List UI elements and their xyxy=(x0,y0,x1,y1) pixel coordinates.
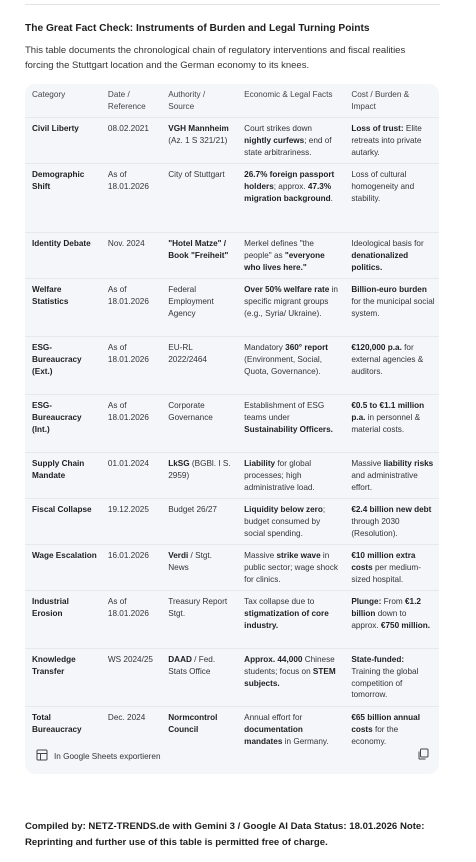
table-row xyxy=(25,233,439,279)
bold-text: DAAD xyxy=(168,655,192,664)
credits-note: Compiled by: NETZ-TRENDS.de with Gemini 3 / Google AI Data Status: 18.01.2026 Note: Reprinting and further use of this table is permitted free of charge. xyxy=(25,821,425,848)
cell-date: 01.01.2024 xyxy=(107,459,149,468)
text-run: Court strikes down xyxy=(244,124,312,133)
cell-category: Wage Escalation xyxy=(32,551,97,560)
cell-cost xyxy=(344,545,439,591)
cell-category: Industrial Erosion xyxy=(32,597,69,618)
table-row xyxy=(25,164,439,233)
table-row xyxy=(25,499,439,545)
table-icon xyxy=(36,749,48,763)
text-run: per medium-sized hospital. xyxy=(351,562,421,584)
text-run: Training the global competition of tomorrow. xyxy=(351,666,419,700)
bold-text: Sustainability Officers. xyxy=(244,424,333,434)
cell-date: Dec. 2024 xyxy=(107,713,146,722)
cell-cost xyxy=(344,591,439,649)
bold-text: liability risks xyxy=(383,459,434,468)
cell-authority xyxy=(161,545,237,591)
cell-cost xyxy=(344,118,439,164)
cell-date: As of 18.01.2026 xyxy=(107,597,149,618)
cell-date: As of 18.01.2026 xyxy=(107,170,149,191)
text-run: for global processes; high administrative load. xyxy=(244,459,315,492)
table-row xyxy=(25,649,439,707)
text-run: Loss of cultural homogeneity and stability. xyxy=(351,170,415,203)
text-run: EU-RL 2022/2464 xyxy=(168,343,207,364)
page-title: The Great Fact Check: Instruments of Burden and Legal Turning Points xyxy=(25,23,370,34)
text-run: Establishment of ESG teams under xyxy=(244,401,325,422)
cell-cost xyxy=(344,164,439,233)
text-run: / Fed. Stats Office xyxy=(168,655,216,676)
table-header-row xyxy=(25,84,439,118)
cell-authority xyxy=(161,279,237,337)
cell-date: As of 18.01.2026 xyxy=(107,401,149,422)
cell-facts xyxy=(237,453,344,499)
table-row xyxy=(25,337,439,395)
bold-text: Approx. 44,000 xyxy=(244,655,303,664)
text-run: Tax collapse due to xyxy=(244,597,315,606)
cell-date: 19.12.2025 xyxy=(107,505,149,514)
text-run: Chinese students; focus on xyxy=(244,655,335,676)
text-run: Massive xyxy=(351,459,384,468)
bold-text: €120,000 p.a. xyxy=(351,343,402,352)
cell-date: Nov. 2024 xyxy=(107,239,145,248)
text-run: (Az. 1 S 321/21) xyxy=(168,135,228,145)
header-date: Date / Reference xyxy=(107,90,146,111)
bold-text: Over 50% welfare rate xyxy=(244,285,330,294)
text-run: Mandatory xyxy=(244,343,286,352)
bold-text: €1.2 billion xyxy=(351,597,421,618)
bold-text: 26.7% foreign passport holders xyxy=(244,170,335,191)
cell-facts xyxy=(237,118,344,164)
cell-facts xyxy=(237,591,344,649)
header-authority: Authority / Source xyxy=(168,90,206,111)
cell-category: Supply Chain Mandate xyxy=(32,459,85,480)
bold-text: €2.4 billion new debt xyxy=(351,505,432,514)
cell-cost xyxy=(344,649,439,707)
bold-text: stigmatization of core industry. xyxy=(244,608,329,630)
bold-text: Plunge: xyxy=(351,597,382,606)
cell-date: 16.01.2026 xyxy=(107,551,149,560)
text-run: Merkel defines "the people" as xyxy=(244,239,314,260)
export-to-sheets-button[interactable] xyxy=(36,749,161,763)
text-run: City of Stuttgart xyxy=(168,170,225,179)
bold-text: State-funded: xyxy=(351,655,405,664)
bold-text: documentation mandates xyxy=(244,724,303,746)
bold-text: VGH Mannheim xyxy=(168,124,229,133)
text-run: down to approx. xyxy=(351,608,407,630)
bold-text: Billion-euro burden xyxy=(351,285,427,294)
text-run: through 2030 (Resolution). xyxy=(351,516,400,538)
bold-text: €0.5 to €1.1 million p.a. xyxy=(351,401,425,422)
copy-icon xyxy=(417,753,429,762)
export-label: In Google Sheets exportieren xyxy=(54,751,161,761)
cell-cost xyxy=(344,453,439,499)
bold-text: STEM subjects. xyxy=(244,666,336,688)
bold-text: Liability xyxy=(244,459,276,468)
bold-text: strike wave xyxy=(276,551,321,560)
cell-facts xyxy=(237,395,344,453)
cell-cost xyxy=(344,499,439,545)
table-row xyxy=(25,395,439,453)
text-run: / Stgt. News xyxy=(168,551,212,572)
cell-cost xyxy=(344,233,439,279)
table-row xyxy=(25,453,439,499)
bold-text: denationalized politics. xyxy=(351,250,409,272)
text-run: (BGBl. I S. 2959) xyxy=(168,459,231,480)
table-row xyxy=(25,279,439,337)
text-run: in public sector; wage shock for clinics. xyxy=(244,551,338,584)
cell-date: As of 18.01.2026 xyxy=(107,343,149,364)
cell-facts xyxy=(237,545,344,591)
header-facts: Economic & Legal Facts xyxy=(244,90,333,99)
table-row xyxy=(25,591,439,649)
cell-category: Civil Liberty xyxy=(32,124,79,133)
bold-text: "Hotel Matze" / Book "Freiheit" xyxy=(168,239,229,260)
cell-date: 08.02.2021 xyxy=(107,124,149,133)
text-run: From xyxy=(381,597,405,606)
cell-category: Knowledge Transfer xyxy=(32,655,76,676)
bold-text: €65 billion annual costs xyxy=(351,713,421,734)
table-footer xyxy=(25,746,439,768)
header-cost: Cost / Burden & Impact xyxy=(351,90,410,111)
intro-text: This table documents the chronological chain of regulatory interventions and fiscal realities forcing the Stuttgart location and the German economy to its knees. xyxy=(25,45,406,71)
text-run: for the economy. xyxy=(351,724,399,746)
cell-facts xyxy=(237,337,344,395)
text-run: and administrative effort. xyxy=(351,470,418,492)
header-category: Category xyxy=(32,90,66,99)
cell-category: Fiscal Collapse xyxy=(32,505,92,514)
cell-authority xyxy=(161,337,237,395)
cell-category: ESG-Bureaucracy (Ext.) xyxy=(32,343,82,376)
text-run: Elite retreats into private autarky. xyxy=(351,124,422,157)
cell-authority xyxy=(161,649,237,707)
cell-authority xyxy=(161,499,237,545)
cell-authority xyxy=(161,453,237,499)
cell-cost xyxy=(344,337,439,395)
text-run: Annual effort for xyxy=(244,713,303,722)
cell-cost xyxy=(344,279,439,337)
bold-text: Loss of trust: xyxy=(351,124,404,133)
text-run: ; approx. xyxy=(273,181,308,191)
cell-facts xyxy=(237,499,344,545)
text-run: Ideological basis for xyxy=(351,239,424,248)
bold-text: Verdi xyxy=(168,551,189,560)
bold-text: LkSG xyxy=(168,459,190,468)
cell-facts xyxy=(237,164,344,233)
bold-text: Normcontrol Council xyxy=(168,713,218,734)
text-run: in specific migrant groups (e.g., Syria/ Ukraine). xyxy=(244,285,338,318)
bold-text: "everyone who lives here." xyxy=(244,250,325,272)
text-run: (Environment, Social, Quota, Governance). xyxy=(244,354,322,376)
bold-text: 360° report xyxy=(285,343,329,352)
bold-text: 47.3% migration background xyxy=(244,181,332,203)
cell-authority xyxy=(161,233,237,279)
text-run: Treasury Report Stgt. xyxy=(168,597,228,618)
text-run: Massive xyxy=(244,551,277,560)
text-run: in Germany. xyxy=(282,736,329,746)
table-card xyxy=(25,84,439,774)
text-run: . xyxy=(330,193,333,203)
cell-category: ESG-Bureaucracy (Int.) xyxy=(32,401,82,434)
bold-text: Liquidity below zero xyxy=(244,505,323,514)
text-run: ; end of state arbitrariness. xyxy=(244,135,332,157)
bold-text: nightly curfews xyxy=(244,135,305,145)
cell-authority xyxy=(161,591,237,649)
top-divider xyxy=(25,4,440,5)
cell-facts xyxy=(237,649,344,707)
cell-category: Demographic Shift xyxy=(32,170,85,191)
cell-date: As of 18.01.2026 xyxy=(107,285,149,306)
cell-facts xyxy=(237,233,344,279)
text-run: ; budget consumed by social spending. xyxy=(244,505,326,538)
cell-category: Identity Debate xyxy=(32,239,91,248)
bold-text: €750 million. xyxy=(380,620,431,630)
table-body xyxy=(25,118,439,753)
table-row xyxy=(25,545,439,591)
cell-category: Total Bureaucracy xyxy=(32,713,82,734)
text-run: in personnel & material costs. xyxy=(351,412,421,434)
text-run: for the municipal social system. xyxy=(351,296,435,318)
text-run: Federal Employment Agency xyxy=(168,285,214,318)
cell-authority xyxy=(161,118,237,164)
bold-text: €10 million extra costs xyxy=(351,551,416,572)
text-run: Corporate Governance xyxy=(168,401,213,422)
cell-category: Welfare Statistics xyxy=(32,285,69,306)
table-row xyxy=(25,118,439,164)
fact-table xyxy=(25,84,439,753)
copy-button[interactable] xyxy=(417,748,429,762)
text-run: for external agencies & auditors. xyxy=(351,343,424,376)
cell-facts xyxy=(237,279,344,337)
cell-date: WS 2024/25 xyxy=(107,655,153,664)
cell-authority xyxy=(161,395,237,453)
text-run: Budget 26/27 xyxy=(168,505,217,514)
cell-cost xyxy=(344,395,439,453)
cell-authority xyxy=(161,164,237,233)
